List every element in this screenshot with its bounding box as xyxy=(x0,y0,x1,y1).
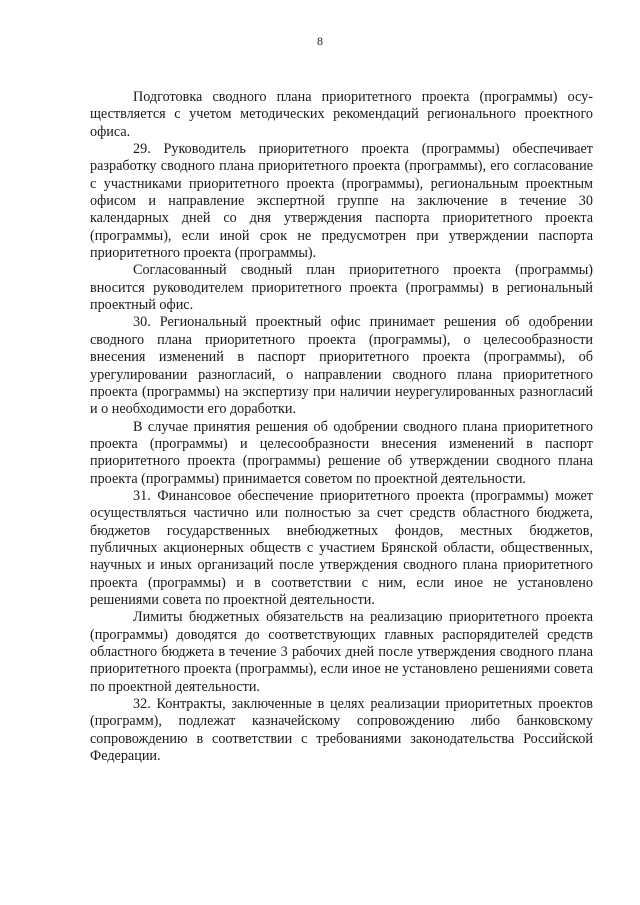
paragraph-item-31: 31. Финансовое обеспечение приоритетного проекта (программы) может осуществляться частично или полностью за счет средств областного бюджета, бюджетов государственных внебюджетных фондов, местных бюджетов, публичных акционерных обществ с участием Брянской области, общественных, научных и иных организаций после утверждения сводного плана приоритетного проекта (программы) и в соответствии с ним, если иное не установлено решениями совета по проектной деятельности. xyxy=(90,487,593,608)
paragraph-preparation: Подготовка сводного плана приоритетного проекта (программы) осуществляется с учетом методических рекомендаций регионального проектного офиса. xyxy=(90,89,593,140)
paragraph-budget-limits: Лимиты бюджетных обязательств на реализацию приоритетного проекта (программы) доводятся до соответствующих главных распорядителей средств областного бюджета в течение 3 рабочих дней после утверждения сводного плана приоритетного проекта (программы), если иное не установлено решениями совета по проектной деятельности. xyxy=(90,609,593,695)
paragraph-item-32: 32. Контракты, заключенные в целях реализации приоритетных проектов (программ), подлежат казначейскому сопровождению либо банковскому сопровождению в соответствии с требованиями законодательства Российской Федерации. xyxy=(90,696,593,765)
paragraph-item-30: 30. Региональный проектный офис принимает решения об одобрении сводного плана приоритетного проекта (программы), о целесообразности внесения изменений в паспорт приоритетного проекта (программы), об урегулировании разногласий, о направлении сводного плана приоритетного проекта (программы) на экспертизу при наличии неурегулированных разногласий и о необходимости его доработки. xyxy=(90,314,593,418)
body-text xyxy=(90,89,593,765)
page-number: 8 xyxy=(317,34,323,48)
paragraph-approved-plan: Согласованный сводный план приоритетного проекта (программы) вносится руководителем приоритетного проекта (программы) в региональный проектный офис. xyxy=(90,262,593,314)
paragraph-approval-decision: В случае принятия решения об одобрении сводного плана приоритетного проекта (программы) и целесообразности внесения изменений в паспорт приоритетного проекта (программы) решение об утверждении сводного плана проекта (программы) принимается советом по проектной деятельности. xyxy=(90,418,593,487)
paragraph-item-29: 29. Руководитель приоритетного проекта (программы) обеспечивает разработку сводного плана приоритетного проекта (программы), его согласование с участниками приоритетного проекта (программы), региональным проектным офисом и направление экспертной группе на заключение в течение 30 календарных дней со дня утверждения паспорта приоритетного проекта (программы), если иной срок не предусмотрен при утверждении паспорта приоритетного проекта (программы). xyxy=(90,141,593,262)
